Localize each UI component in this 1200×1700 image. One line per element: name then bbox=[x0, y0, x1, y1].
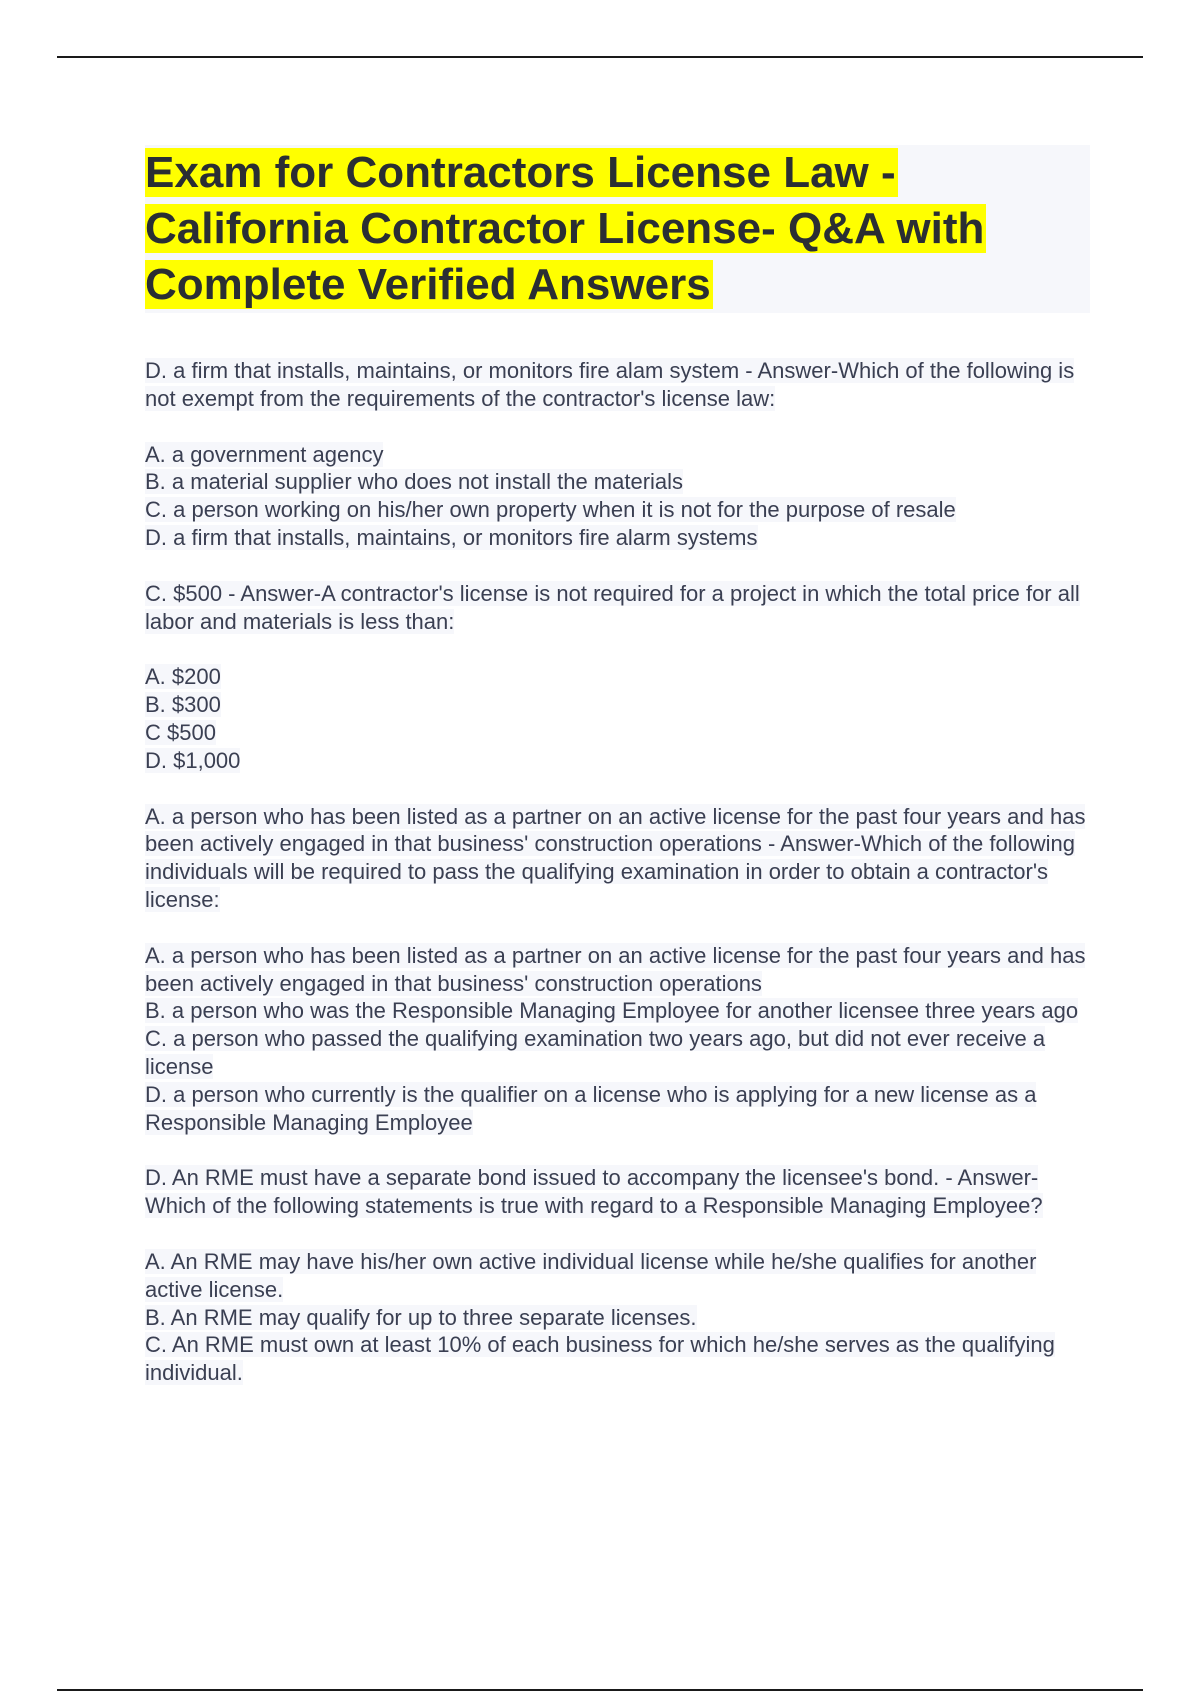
option-list-1 bbox=[145, 441, 1090, 552]
option-list-2 bbox=[145, 663, 1090, 774]
list-item: B. An RME may qualify for up to three separate licenses. bbox=[145, 1304, 697, 1330]
list-item: C $500 bbox=[145, 719, 216, 745]
option-list-3 bbox=[145, 942, 1090, 1137]
list-item: B. a material supplier who does not install the materials bbox=[145, 469, 684, 495]
list-item: A. $200 bbox=[145, 664, 221, 690]
list-item: B. $300 bbox=[145, 692, 221, 718]
title-block bbox=[145, 145, 1090, 313]
list-item: D. a person who currently is the qualifier on a license who is applying for a new license as a Responsible Managing Employee bbox=[145, 1081, 1037, 1135]
list-item: A. An RME may have his/her own active individual license while he/she qualifies for another active license. bbox=[145, 1248, 1037, 1302]
list-item: D. $1,000 bbox=[145, 747, 241, 773]
question-prompt-3: A. a person who has been listed as a partner on an active license for the past four years and has been actively engaged in that business' construction operations - Answer-Which of the following individuals will be required to pass the qualifying examination in order to obtain a contractor's license: bbox=[145, 803, 1086, 912]
list-item: C. a person working on his/her own property when it is not for the purpose of resale bbox=[145, 497, 956, 523]
document-body bbox=[145, 357, 1090, 1415]
document-title bbox=[145, 145, 1090, 313]
title-highlight: Exam for Contractors License Law - California Contractor License- Q&A with Complete Verified Answers bbox=[145, 148, 985, 309]
top-rule bbox=[57, 56, 1143, 58]
question-prompt-2: C. $500 - Answer-A contractor's license is not required for a project in which the total price for all labor and materials is less than: bbox=[145, 580, 1080, 634]
list-item: C. An RME must own at least 10% of each business for which he/she serves as the qualifying individual. bbox=[145, 1332, 1055, 1386]
list-item: B. a person who was the Responsible Managing Employee for another licensee three years ago bbox=[145, 998, 1079, 1024]
question-prompt-1: D. a firm that installs, maintains, or monitors fire alam system - Answer-Which of the following is not exempt from the requirements of the contractor's license law: bbox=[145, 358, 1075, 411]
list-item: A. a person who has been listed as a partner on an active license for the past four years and has been actively engaged in that business' construction operations bbox=[145, 942, 1086, 996]
question-prompt-4: D. An RME must have a separate bond issued to accompany the licensee's bond. - Answer-Which of the following statements is true with regard to a Responsible Managing Employee? bbox=[145, 1165, 1043, 1219]
list-item: D. a firm that installs, maintains, or monitors fire alarm systems bbox=[145, 524, 758, 550]
option-list-4 bbox=[145, 1248, 1090, 1387]
list-item: A. a government agency bbox=[145, 441, 384, 467]
bottom-rule bbox=[57, 1689, 1143, 1691]
list-item: C. a person who passed the qualifying examination two years ago, but did not ever receive a license bbox=[145, 1026, 1046, 1079]
